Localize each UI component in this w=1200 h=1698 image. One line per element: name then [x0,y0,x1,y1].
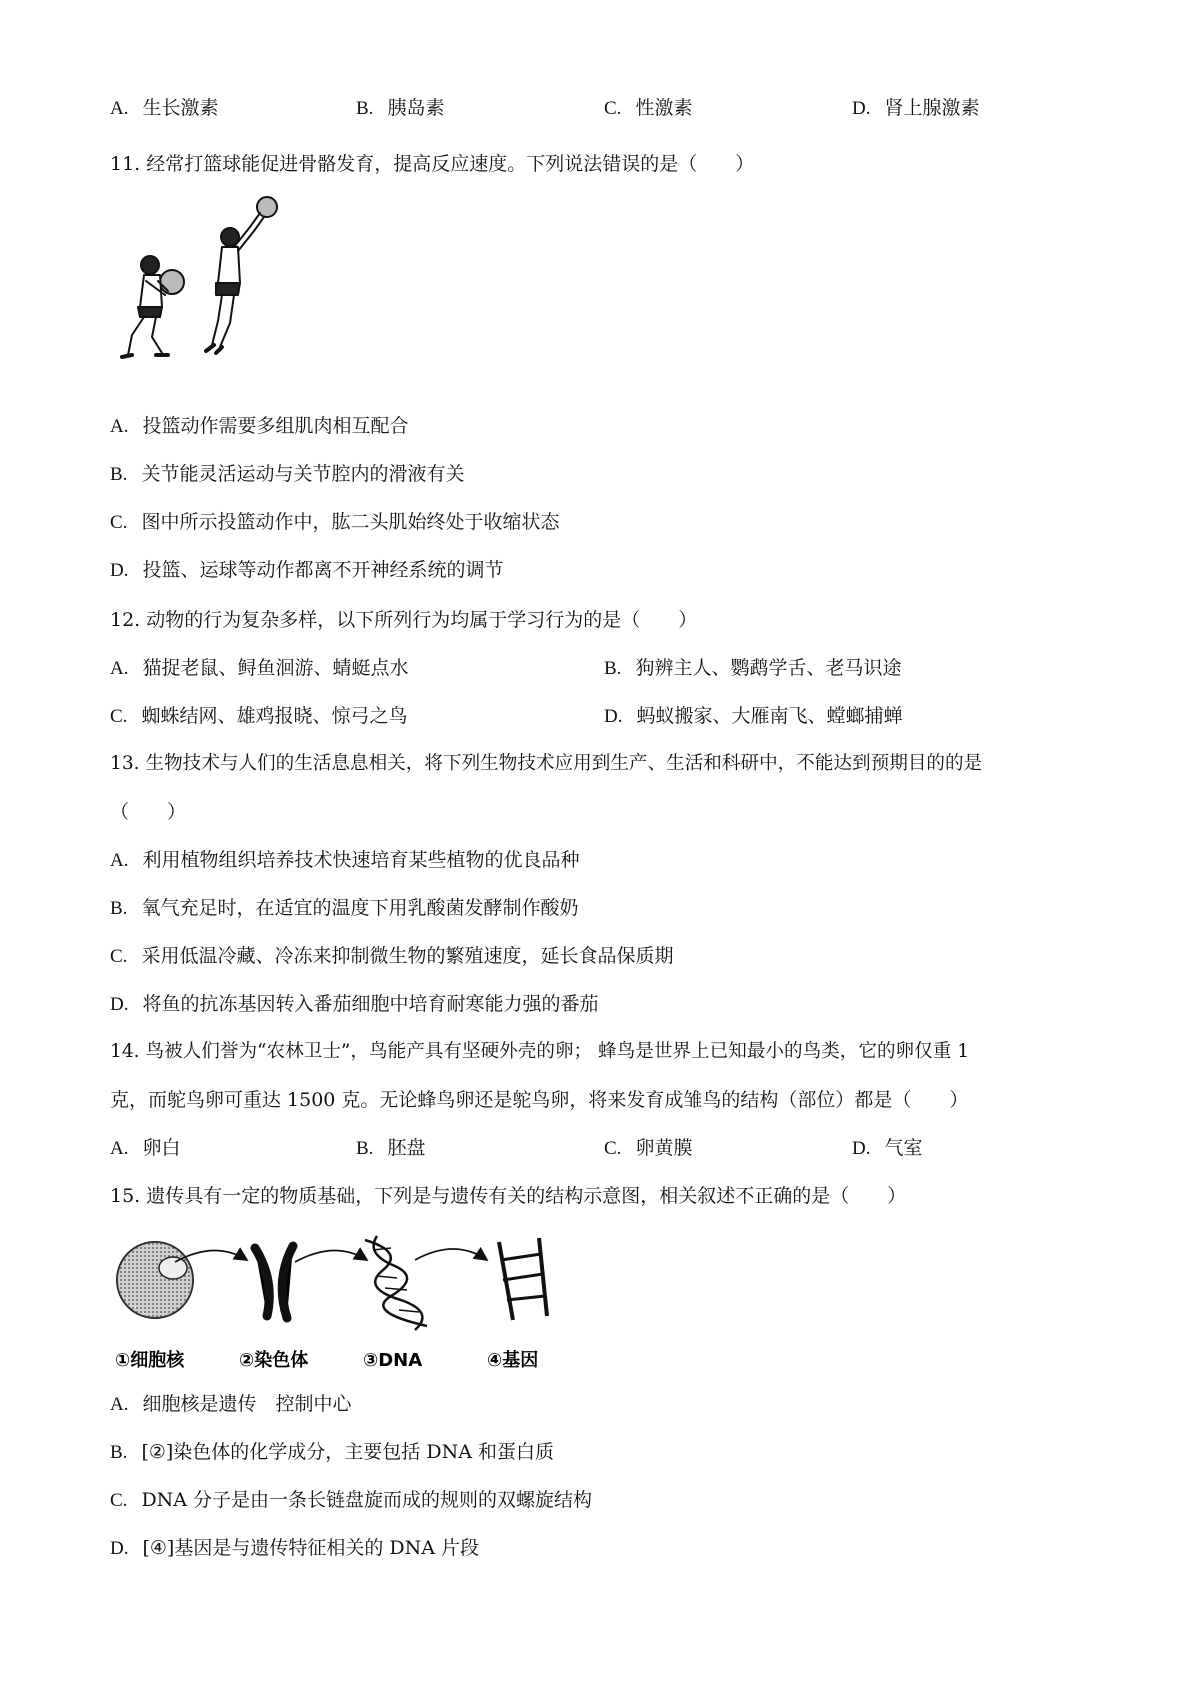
q13-stem-line1: 13. 生物技术与人们的生活息息相关，将下列生物技术应用到生产、生活和科研中，不能达到预期目的的是 [110,753,983,774]
option-label: C. [110,706,128,727]
option-text: 猫捉老鼠、鲟鱼洄游、蜻蜓点水 [142,657,409,679]
q12-option-b [604,656,901,681]
option-text: 利用植物组织培养技术快速培育某些植物的优良品种 [142,849,580,871]
option-text: 将鱼的抗冻基因转入番茄细胞中培育耐寒能力强的番茄 [142,993,599,1015]
q11-option-c [110,510,559,535]
option-text: 投篮、运球等动作都离不开神经系统的调节 [142,559,504,581]
figure-label-chromosome: ②染色体 [239,1350,309,1370]
q13-option-a [110,848,580,873]
option-label: B. [110,898,128,919]
basketball-players-figure [110,195,320,395]
option-label: C. [110,512,128,533]
option-text: 胰岛素 [387,97,445,119]
option-label: D. [852,1138,871,1159]
q15-stem: 15. 遗传具有一定的物质基础，下列是与遗传有关的结构示意图，相关叙述不正确的是（ ） [110,1185,907,1207]
option-label: C. [604,98,622,119]
option-text: [②]染色体的化学成分，主要包括 DNA 和蛋白质 [141,1441,554,1463]
q13-option-b [110,896,578,921]
option-text: 性激素 [635,97,693,119]
option-label: B. [604,658,622,679]
q14-option-b [356,1136,425,1161]
option-label: A. [110,658,129,679]
q14-option-d [852,1136,923,1161]
q10-option-a [110,96,219,121]
figure-label-dna: ③DNA [363,1350,423,1370]
option-label: A. [110,1394,129,1415]
figure-label-gene: ④基因 [487,1350,539,1370]
q13-option-c [110,944,673,969]
option-label: D. [852,98,871,119]
q11-stem: 11. 经常打篮球能促进骨骼发育，提高反应速度。下列说法错误的是（ ） [110,153,755,175]
option-text: 狗辨主人、鹦鹉学舌、老马识途 [635,657,902,679]
option-text: 蚂蚁搬家、大雁南飞、螳螂捕蝉 [636,705,903,727]
option-label: D. [604,706,623,727]
option-text: 胚盘 [387,1137,426,1159]
option-label: B. [110,1442,128,1463]
q14-stem-line1: 14. 鸟被人们誉为“农林卫士”，鸟能产具有坚硬外壳的卵； 蜂鸟是世界上已知最小的鸟类，它的卵仅重 1 [110,1041,970,1062]
option-text: 蜘蛛结网、雄鸡报晓、惊弓之鸟 [141,705,408,727]
chromosome-icon [255,1246,293,1318]
figure-label-nucleus: ①细胞核 [115,1350,185,1370]
option-label: D. [110,560,129,581]
option-text: 卵白 [142,1137,181,1159]
option-label: D. [110,994,129,1015]
option-label: C. [604,1138,622,1159]
gene-segment-icon [499,1238,547,1320]
option-label: A. [110,98,129,119]
option-text: 气室 [884,1137,923,1159]
option-text: 肾上腺激素 [884,97,980,119]
q12-option-d [604,704,903,729]
option-text: 关节能灵活运动与关节腔内的滑液有关 [141,463,465,485]
option-text: 投篮动作需要多组肌肉相互配合 [142,415,409,437]
q11-option-d [110,558,504,583]
option-text: 细胞核是遗传 控制中心 [142,1393,352,1415]
option-text: 氧气充足时，在适宜的温度下用乳酸菌发酵制作酸奶 [141,897,579,919]
q15-option-d [110,1536,479,1561]
option-text: 生长激素 [142,97,219,119]
dna-helix-icon [365,1236,427,1330]
q10-option-c [604,96,692,121]
cell-nucleus-icon [117,1242,193,1318]
q15-option-a [110,1392,352,1417]
q13-stem-line2: （ ） [110,801,187,823]
q12-option-a [110,656,409,681]
option-label: C. [110,946,128,967]
option-label: B. [110,464,128,485]
q14-stem-line2: 克，而鸵鸟卵可重达 1500 克。无论蜂鸟卵还是鸵鸟卵，将来发育成雏鸟的结构（部位）都是（ ） [110,1089,969,1111]
option-label: B. [356,1138,374,1159]
q14-option-a [110,1136,181,1161]
q12-option-c [110,704,407,729]
q11-option-a [110,414,409,439]
option-label: B. [356,98,374,119]
q15-option-b [110,1440,554,1465]
q13-option-d [110,992,599,1017]
heredity-structure-diagram [115,1230,595,1370]
q15-option-c [110,1488,592,1513]
option-label: A. [110,850,129,871]
q10-option-d [852,96,980,121]
q12-stem: 12. 动物的行为复杂多样，以下所列行为均属于学习行为的是（ ） [110,609,698,631]
option-label: D. [110,1538,129,1559]
option-text: 采用低温冷藏、冷冻来抑制微生物的繁殖速度，延长食品保质期 [141,945,674,967]
option-text: 图中所示投篮动作中，肱二头肌始终处于收缩状态 [141,511,560,533]
option-text: DNA 分子是由一条长链盘旋而成的规则的双螺旋结构 [141,1489,593,1511]
option-text: [④]基因是与遗传特征相关的 DNA 片段 [142,1537,480,1559]
option-label: C. [110,1490,128,1511]
option-text: 卵黄膜 [635,1137,693,1159]
option-label: A. [110,1138,129,1159]
q11-option-b [110,462,464,487]
q10-option-b [356,96,444,121]
option-label: A. [110,416,129,437]
q14-option-c [604,1136,692,1161]
